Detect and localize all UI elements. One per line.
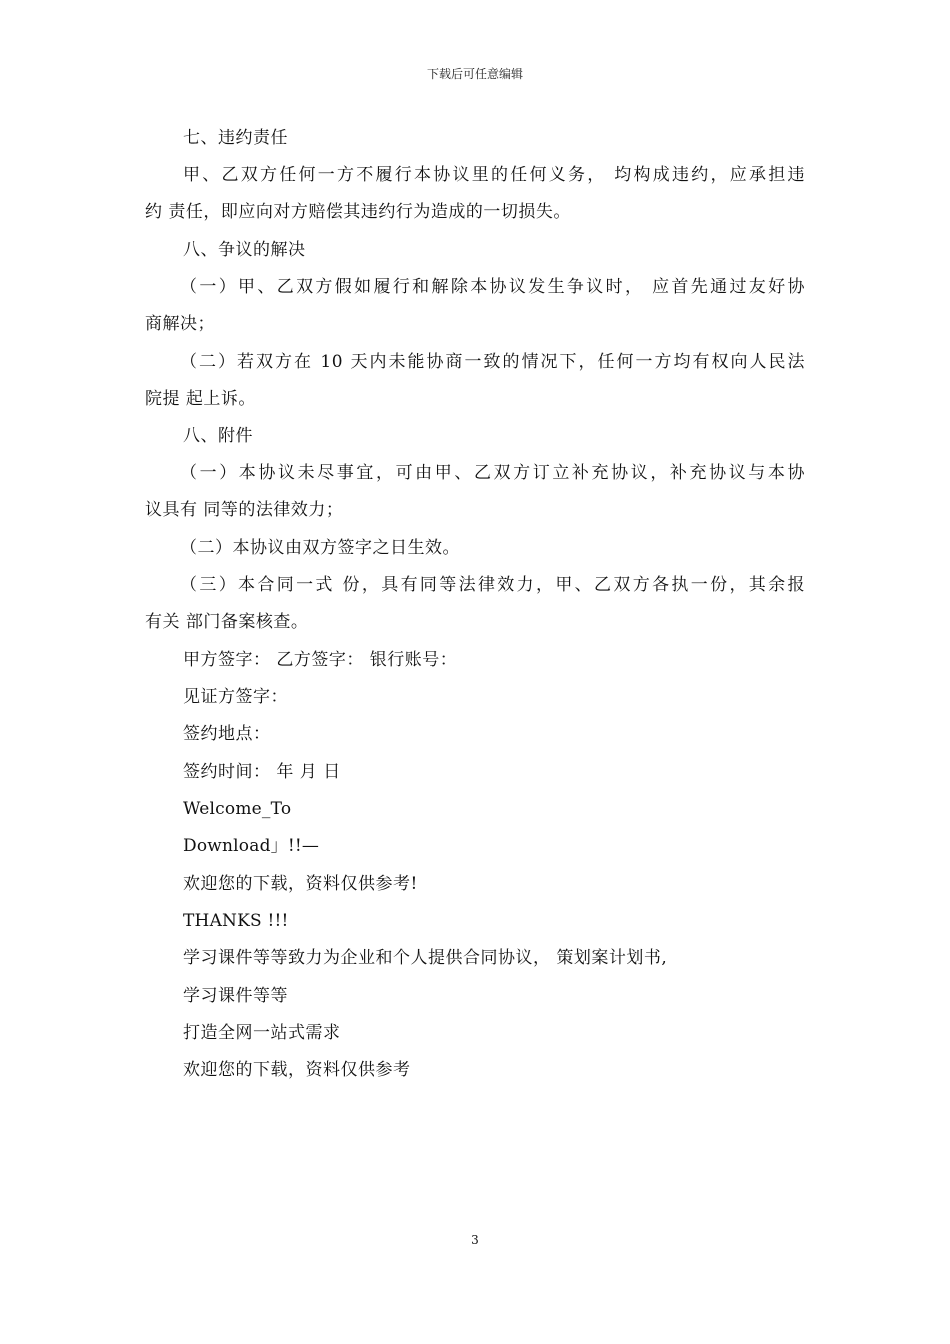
section-8-item-2-line-1: （二）若双方在 10 天内未能协商一致的情况下，任何一方均有权向人民法 bbox=[180, 352, 805, 372]
section-7-paragraph-line-2: 约 责任，即应向对方赔偿其违约行为造成的一切损失。 bbox=[145, 202, 571, 222]
appendix-title: 八、附件 bbox=[183, 426, 253, 446]
page-number: 3 bbox=[471, 1233, 479, 1247]
thanks-english: THANKS !!! bbox=[183, 911, 289, 931]
appendix-item-3-line-1: （三）本合同一式 份，具有同等法律效力，甲、乙双方各执一份，其余报 bbox=[180, 575, 805, 595]
welcome-text-line-2: Download」!!— bbox=[183, 836, 320, 856]
appendix-item-1-line-2: 议具有 同等的法律效力； bbox=[145, 500, 344, 520]
appendix-item-1-line-1: （一）本协议未尽事宜，可由甲、乙双方订立补充协议，补充协议与本协 bbox=[180, 463, 805, 483]
page-header: 下载后可任意编辑 bbox=[426, 67, 523, 81]
closing-line: 欢迎您的下载，资料仅供参考 bbox=[183, 1060, 411, 1080]
section-7-paragraph-line-1: 甲、乙双方任何一方不履行本协议里的任何义务， 均构成违约，应承担违 bbox=[183, 165, 805, 185]
witness-signature-field: 见证方签字： bbox=[183, 687, 288, 707]
welcome-text-line-1: Welcome_To bbox=[183, 799, 292, 819]
appendix-item-3-line-2: 有关 部门备案核查。 bbox=[145, 612, 309, 632]
promo-line-3: 打造全网一站式需求 bbox=[183, 1023, 341, 1043]
promo-line-2: 学习课件等等 bbox=[183, 986, 288, 1006]
section-8-title: 八、争议的解决 bbox=[183, 240, 306, 260]
promo-line-1: 学习课件等等致力为企业和个人提供合同协议， 策划案计划书, bbox=[183, 948, 668, 968]
signature-fields: 甲方签字： 乙方签字： 银行账号： bbox=[183, 650, 458, 670]
section-8-item-2-line-2: 院提 起上诉。 bbox=[145, 389, 256, 409]
thanks-chinese: 欢迎您的下载，资料仅供参考! bbox=[183, 874, 418, 894]
signing-place-field: 签约地点： bbox=[183, 724, 271, 744]
appendix-item-2: （二）本协议由双方签字之日生效。 bbox=[180, 538, 460, 558]
signing-time-field: 签约时间： 年 月 日 bbox=[183, 762, 341, 782]
section-8-item-1-line-2: 商解决； bbox=[145, 314, 215, 334]
section-8-item-1-line-1: （一）甲、乙双方假如履行和解除本协议发生争议时， 应首先通过友好协 bbox=[180, 277, 805, 297]
section-7-title: 七、违约责任 bbox=[183, 128, 288, 148]
